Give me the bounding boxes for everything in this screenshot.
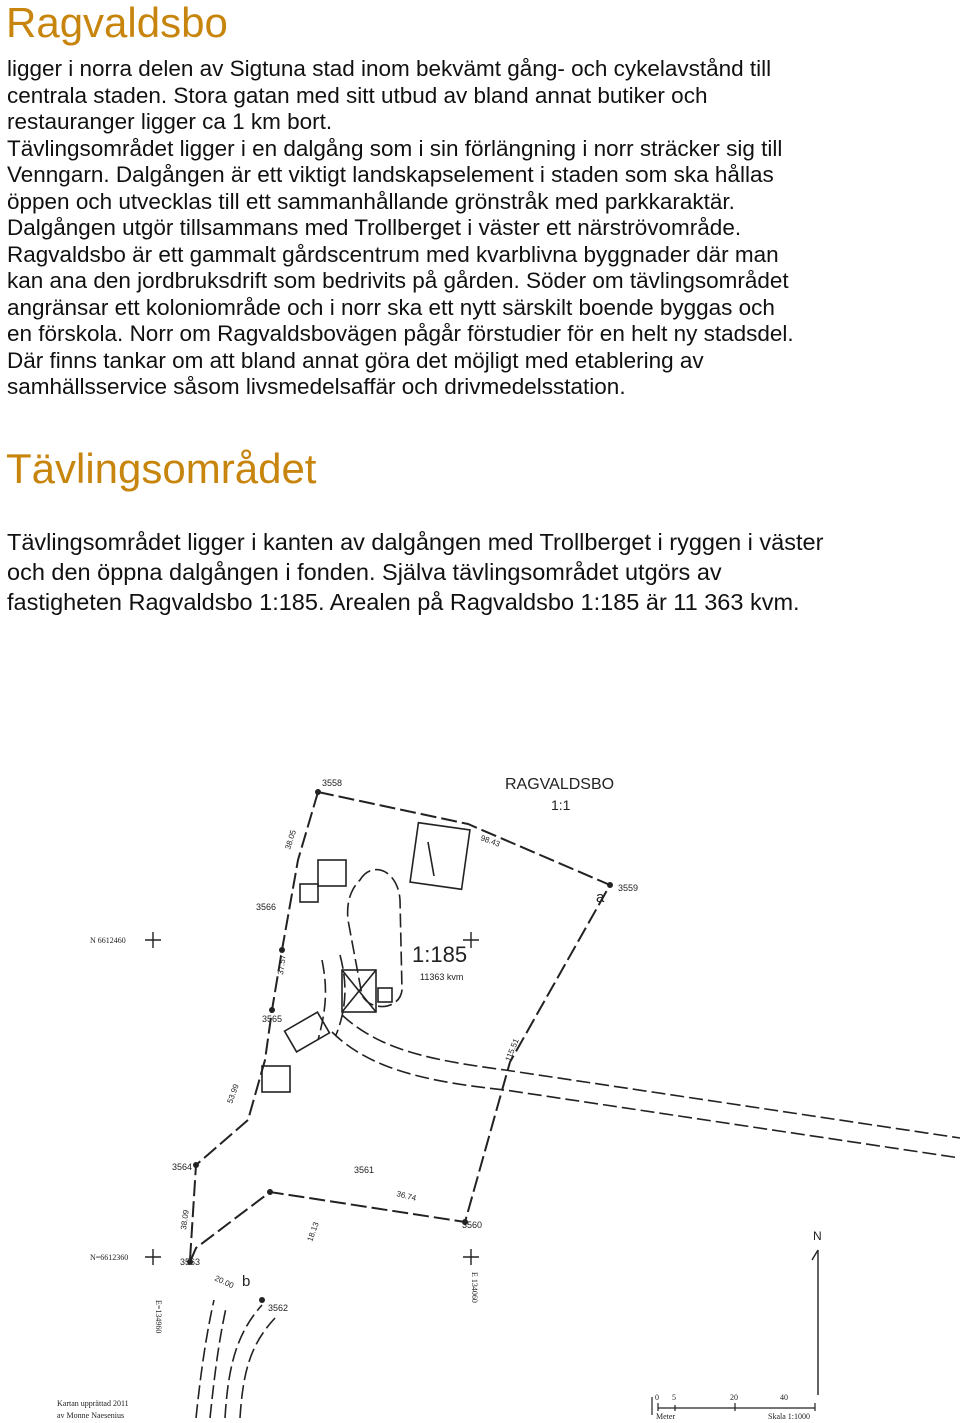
paragraph-line: kan ana den jordbruksdrift som bedrivits på gården. Söder om tävlingsområdet [7, 268, 789, 293]
scale-unit: Meter [656, 1412, 676, 1421]
heading-tavlingsomradet: Tävlingsområdet [6, 445, 317, 492]
distance-label: 53.99 [225, 1082, 241, 1105]
paragraph-line: en förskola. Norr om Ragvaldsbovägen pågår förstudier för en helt ny stadsdel. [7, 321, 794, 346]
paragraph-line: Dalgången utgör tillsammans med Trollberget i väster ett närströvområde. [7, 215, 742, 240]
parcel-label: 1:185 [412, 942, 468, 967]
distance-label: 18.13 [305, 1220, 321, 1243]
paragraph-line: Där finns tankar om att bland annat göra det möjligt med etablering av [7, 347, 704, 373]
distance-label: 98.43 [479, 833, 502, 849]
coord-label: N 6612460 [90, 936, 126, 945]
distance-label: 115.51 [503, 1037, 521, 1063]
coord-label: E 134060 [470, 1272, 479, 1303]
paragraph-line: restauranger ligger ca 1 km bort. [7, 109, 333, 134]
intro-paragraph [7, 56, 959, 401]
paragraph-line: Tävlingsområdet ligger i en dalgång som i sin förlängning i norr sträcker sig till [7, 135, 783, 161]
point-label: 3563 [180, 1257, 201, 1267]
paragraph-line: ligger i norra delen av Sigtuna stad inom bekvämt gång- och cykelavstånd till [7, 56, 772, 81]
scale-tick: 5 [672, 1393, 676, 1402]
paragraph-line: och den öppna dalgången i fonden. Själva tävlingsområdet utgörs av [7, 559, 722, 585]
distance-label: 38.09 [179, 1209, 191, 1231]
paragraph-line: fastigheten Ragvaldsbo 1:185. Arealen på Ragvaldsbo 1:185 är 11 363 kvm. [7, 589, 800, 615]
paragraph-line: Ragvaldsbo är ett gammalt gårdscentrum med kvarblivna byggnader där man [7, 241, 779, 267]
point-label: 3559 [618, 883, 639, 893]
point-markers [187, 789, 613, 1303]
map-title: RAGVALDSBO [505, 776, 615, 793]
point-label: 3565 [262, 1014, 283, 1024]
paragraph-line: angränsar ett koloniområde och i norr ska ett nytt särskilt boende byggas och [7, 294, 775, 320]
marker-a: a [596, 889, 605, 906]
point-label: 3562 [268, 1303, 289, 1313]
scale-label: Skala 1:1000 [768, 1412, 810, 1421]
paragraph-line: samhällsservice såsom livsmedelsaffär och drivmedelsstation. [7, 374, 626, 399]
coord-label: N=6612360 [90, 1253, 129, 1262]
marker-b: b [242, 1273, 251, 1290]
road [196, 955, 960, 1418]
distance-label: 20.00 [213, 1273, 236, 1291]
point-label: 3561 [354, 1165, 375, 1175]
map-title-sub: 1:1 [551, 797, 571, 813]
scale-tick: 40 [780, 1393, 788, 1402]
paragraph-line: öppen och utvecklas till ett sammanhållande grönstråk med parkkaraktär. [7, 188, 735, 214]
scale-tick: 20 [730, 1393, 738, 1402]
point-label: 3564 [172, 1162, 193, 1172]
distance-label: 37.57 [276, 954, 288, 976]
north-label: N [813, 1229, 822, 1243]
coord-label: E=134960 [154, 1300, 163, 1334]
point-label: 3566 [256, 902, 277, 912]
paragraph-line: Tävlingsområdet ligger i kanten av dalgången med Trollberget i ryggen i väster [7, 529, 824, 555]
distance-label: 38.05 [283, 828, 299, 851]
site-map [0, 755, 960, 1423]
credit-line: Kartan upprättad 2011 [57, 1399, 129, 1408]
credit-line: av Monne Naesenius [57, 1411, 125, 1420]
paragraph-line: centrala staden. Stora gatan med sitt utbud av bland annat butiker och [7, 82, 708, 108]
distance-label: 36.74 [395, 1189, 418, 1203]
point-label: 3558 [322, 778, 343, 788]
paragraph-line: Venngarn. Dalgången är ett viktigt landskapselement i staden som ska hållas [7, 162, 774, 187]
parcel-area: 11363 kvm [420, 972, 464, 982]
heading-ragvaldsbo: Ragvaldsbo [6, 0, 228, 46]
point-label: 3560 [462, 1220, 483, 1230]
north-arrow-icon [812, 1250, 818, 1395]
scale-tick: 0 [655, 1393, 659, 1402]
area-paragraph [7, 527, 959, 617]
